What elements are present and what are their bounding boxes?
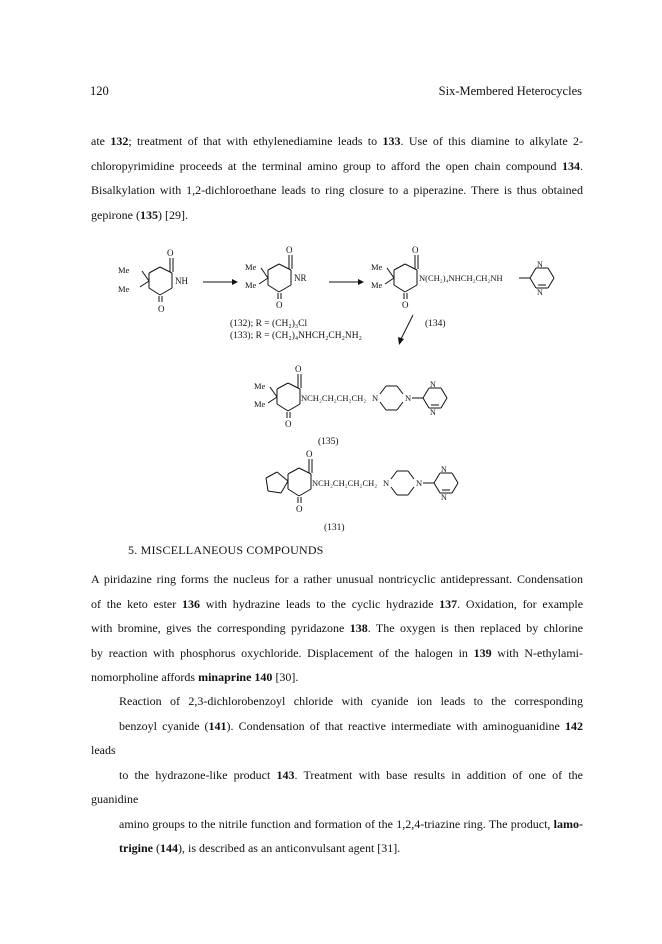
- compound-number: 136: [181, 596, 200, 611]
- label-133: (133); R = (CH₂)₄NHCH₂CH₂NH₂: [230, 331, 362, 341]
- running-title: Six-Membered Heterocycles: [438, 84, 582, 98]
- compound-number: 143: [276, 767, 295, 782]
- text-span: chloropyrimidine proceeds at the terminal amino group to afford the open chain compound: [91, 158, 562, 173]
- text-span: Bisalkylation with 1,2-dichloroethane leads to ring closure to a piperazine. There is thus obtained: [91, 183, 583, 197]
- text-span: leads: [91, 743, 116, 757]
- compound-number: 135: [139, 207, 158, 222]
- text-span: [30].: [272, 670, 299, 684]
- ring-n-label: N: [430, 408, 436, 417]
- compound-number: 139: [473, 645, 492, 660]
- reaction-arrow: [358, 279, 364, 285]
- compound-number: 144: [160, 841, 178, 855]
- text-span: amino groups to the nitrile function and formation of the 1,2,4-triazine ring. The product,: [119, 816, 554, 831]
- text-span: . Oxidation, for example: [457, 596, 584, 611]
- chain-131: NCH₂CH₂CH₂CH₂: [312, 478, 378, 488]
- methyl-label: Me: [118, 265, 130, 275]
- methyl-label: Me: [254, 399, 266, 409]
- text-line: [91, 836, 583, 861]
- methyl-label: Me: [371, 262, 383, 272]
- oxo-label: O: [276, 300, 283, 310]
- paragraph-lamotrigine: [91, 689, 583, 861]
- text-line: [91, 689, 583, 714]
- text-span: . Use of this diamine to alkylate 2-: [400, 134, 583, 148]
- reaction-arrow: [398, 337, 404, 345]
- methyl-label: Me: [371, 280, 383, 290]
- text-span: . The oxygen is then replaced by chlorine: [367, 621, 583, 635]
- chain-134: N(CH₂)₄NHCH₂CH₂NH: [419, 273, 503, 283]
- paragraph-minaprine: [91, 567, 583, 690]
- oxo-label: O: [402, 300, 409, 310]
- text-line: [91, 763, 583, 812]
- label-134: (134): [425, 319, 446, 329]
- text-line: [91, 665, 583, 690]
- text-span: to the hydrazone-like product: [119, 767, 277, 782]
- label-132: (132); R = (CH₂)₃Cl: [230, 319, 308, 329]
- label-131: (131): [324, 523, 345, 533]
- imide-structure: [259, 255, 292, 299]
- chain-135: NCH₂CH₂CH₂CH₂: [301, 393, 367, 403]
- text-span: with N-ethylami-: [491, 645, 583, 660]
- ring-n-label: N: [537, 260, 543, 269]
- text-span: nomorpholine affords: [91, 670, 199, 684]
- ring-n-label: N: [441, 465, 447, 474]
- glutarimide-structure: [140, 258, 173, 302]
- methyl-label: Me: [245, 262, 257, 272]
- text-span: Reaction of 2,3-dichlorobenzoyl chloride with cyanide ion leads to the corresponding: [119, 694, 583, 708]
- text-span: . Treatment with base results in addition of one of the guanidine: [91, 767, 583, 806]
- compound-number: 141: [208, 718, 227, 733]
- text-line: [91, 641, 583, 666]
- label-135: (135): [318, 437, 339, 447]
- compound-number: lamo-: [553, 816, 583, 831]
- text-span: ; treatment of that with ethylenediamine leads to: [128, 134, 383, 148]
- oxo-label: O: [158, 304, 165, 314]
- text-span: .: [580, 158, 583, 173]
- section-heading: 5. MISCELLANEOUS COMPOUNDS: [128, 543, 324, 557]
- text-span: gepirone (: [91, 207, 140, 222]
- text-line: [91, 592, 583, 617]
- text-span: A piridazine ring forms the nucleus for a rather unusual nontricyclic antidepressant. Condensation: [91, 572, 583, 586]
- text-line: [91, 812, 583, 837]
- oxo-label: O: [285, 419, 292, 429]
- methyl-label: Me: [245, 280, 257, 290]
- compound-number: 132: [110, 134, 129, 148]
- text-span: of the keto ester: [91, 596, 182, 611]
- compound-number: 137: [439, 596, 458, 611]
- page-number: 120: [90, 84, 109, 98]
- compound-number: trigine: [119, 841, 153, 855]
- compound-number: minaprine 140: [198, 670, 273, 684]
- oxo-label: O: [306, 449, 313, 459]
- methyl-label: Me: [118, 284, 130, 294]
- text-span: ), is described as an anticonvulsant agent [31].: [178, 841, 401, 855]
- ring-n-label: N: [441, 493, 447, 502]
- text-span: benzoyl cyanide (: [119, 718, 209, 733]
- ring-n-label: N: [372, 393, 379, 403]
- compound-number: 133: [382, 134, 401, 148]
- text-span: (: [153, 841, 160, 855]
- compound-number: 142: [565, 718, 583, 733]
- ring-n-label: N: [416, 478, 423, 488]
- text-span: ) [29].: [157, 207, 188, 222]
- reaction-arrow: [232, 279, 238, 285]
- ring-n-label: N: [405, 393, 412, 403]
- oxo-label: O: [295, 364, 302, 374]
- ring-n-label: N: [537, 288, 543, 297]
- ring-n-label: N: [383, 478, 390, 488]
- oxo-label: O: [296, 504, 303, 514]
- ring-n-label: N: [430, 380, 436, 389]
- compound-number: 138: [349, 621, 368, 635]
- oxo-label: O: [286, 245, 293, 255]
- text-line: [91, 714, 583, 763]
- methyl-label: Me: [254, 381, 266, 391]
- compound-number: 134: [562, 158, 580, 173]
- text-line: [91, 567, 583, 592]
- text-span: with hydrazine leads to the cyclic hydrazide: [199, 596, 440, 611]
- text-span: ). Condensation of that reactive intermediate with aminoguanidine: [226, 718, 565, 733]
- oxo-label: O: [167, 248, 174, 258]
- nh-label: NH: [175, 276, 188, 286]
- text-span: ate: [91, 134, 111, 148]
- text-span: with bromine, gives the corresponding pyridazone: [91, 621, 350, 635]
- oxo-label: O: [412, 245, 419, 255]
- text-line: [91, 616, 583, 641]
- text-span: by reaction with phosphorus oxychloride. Displacement of the halogen in: [91, 645, 474, 660]
- nr-label: NR: [294, 273, 307, 283]
